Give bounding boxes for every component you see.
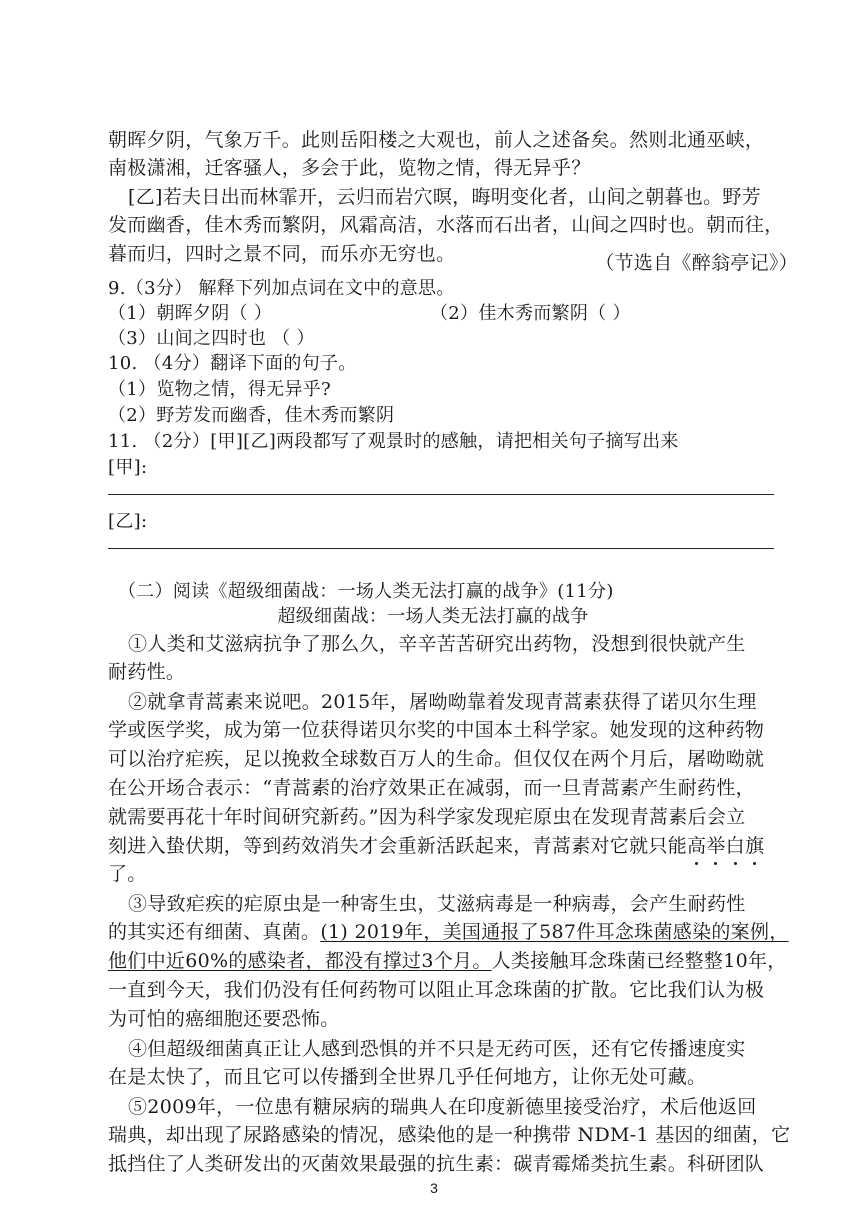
paragraph-5-line-2: 瑞典，却出现了尿路感染的情况，感染他的是一种携带 NDM-1 基因的细菌，它	[108, 1124, 791, 1146]
question-9-item-1: （1）朝晖夕阴（ ）	[108, 303, 273, 324]
paragraph-3-line-1: ③导致疟疾的疟原虫是一种寄生虫，艾滋病毒是一种病毒，会产生耐药性	[128, 893, 746, 915]
paragraph-2-line-4: 在公开场合表示：“青蒿素的治疗效果正在减弱，而一旦青蒿素产生耐药性，	[108, 777, 755, 799]
passage-a-line-1: 朝晖夕阴，气象万千。此则岳阳楼之大观也，前人之述备矣。然则北通巫峡，	[108, 129, 765, 151]
paragraph-1-line-1: ①人类和艾滋病抗争了那么久，辛辛苦苦研究出药物，没想到很快就产生	[128, 633, 746, 655]
paragraph-2-line-3: 可以治疗疟疾，足以挽救全球数百万人的生命。但仅仅在两个月后，屠呦呦就	[108, 748, 765, 770]
question-9-item-3: （3）山间之四时也 （ ）	[108, 328, 315, 349]
question-9-title: 9.（3分） 解释下列加点词在文中的意思。	[108, 278, 455, 299]
question-9-item-2: （2）佳木秀而繁阴（ ）	[430, 303, 631, 324]
emphasis-dot-char: 旗	[745, 832, 764, 860]
paragraph-5-line-1: ⑤2009年，一位患有糖尿病的瑞典人在印度新德里接受治疗，术后他返回	[128, 1096, 757, 1118]
answer-line-b[interactable]	[108, 548, 774, 549]
passage-b-line-3: 暮而归，四时之景不同，而乐亦无穷也。	[108, 243, 456, 265]
paragraph-3-line-3	[108, 947, 798, 975]
question-10-item-2: （2）野芳发而幽香，佳木秀而繁阴	[108, 405, 395, 426]
paragraph-1-line-2: 耐药性。	[108, 661, 186, 683]
emphasis-dot-char: 白	[726, 832, 745, 860]
passage-source: （节选自《醉翁亭记》）	[595, 252, 798, 274]
underlined-sentence-part-2: 他们中近60%的感染者，都没有撑过3个月。	[108, 950, 492, 972]
paragraph-5-line-3: 抵挡住了人类研发出的灭菌效果最强的抗生素：碳青霉烯类抗生素。科研团队	[108, 1153, 765, 1175]
article-title: 超级细菌战：一场人类无法打赢的战争	[277, 606, 589, 627]
answer-line-a[interactable]	[108, 494, 774, 495]
emphasis-dot-char: 高	[687, 832, 706, 860]
paragraph-3-line-5: 为可怕的癌细胞还要恐怖。	[108, 1008, 340, 1030]
paragraph-2-line-1: ②就拿青蒿素来说吧。2015年，屠呦呦靠着发现青蒿素获得了诺贝尔生理	[128, 691, 757, 713]
paragraph-2-line-7: 了。	[108, 863, 147, 885]
question-11-label-a: [甲]:	[108, 457, 148, 478]
question-10-item-1: （1）览物之情，得无异乎?	[108, 379, 332, 400]
paragraph-3-line-3-text: 人类接触耳念珠菌已经整整10年，	[491, 950, 787, 972]
paragraph-4-line-1: ④但超级细菌真正让人感到恐惧的并不只是无药可医，还有它传播速度实	[128, 1038, 746, 1060]
dotted-phrase	[687, 835, 764, 857]
paragraph-2-line-2: 学或医学奖，成为第一位获得诺贝尔奖的中国本土科学家。她发现的这种药物	[108, 719, 765, 741]
paragraph-2-line-5: 就需要再花十年时间研究新药。”因为科学家发现疟原虫在发现青蒿素后会立	[108, 806, 746, 828]
paragraph-2-line-6-text: 刻进入蛰伏期，等到药效消失才会重新活跃起来，青蒿素对它就只能	[108, 835, 688, 857]
paragraph-4-line-2: 在是太快了，而且它可以传播到全世界几乎任何地方，让你无处可藏。	[108, 1066, 707, 1088]
passage-b-line-1: [乙]若夫日出而林霏开，云归而岩穴暝，晦明变化者，山间之朝暮也。野芳	[128, 186, 762, 208]
page-number: 3	[430, 1180, 438, 1196]
question-11-title: 11. （2分）[甲][乙]两段都写了观景时的感触，请把相关句子摘写出来	[108, 431, 679, 452]
emphasis-dot-char: 举	[706, 832, 725, 860]
section-2-heading: （二）阅读《超级细菌战：一场人类无法打赢的战争》(11分)	[118, 581, 614, 602]
paragraph-3-line-4: 一直到今天，我们仍没有任何药物可以阻止耳念珠菌的扩散。它比我们认为极	[108, 979, 765, 1001]
underlined-sentence-part-1: (1) 2019年，美国通报了587件耳念珠菌感染的案例，	[320, 921, 789, 943]
question-11-label-b: [乙]:	[108, 511, 148, 532]
question-10-title: 10. （4分）翻译下面的句子。	[108, 353, 357, 374]
paragraph-3-line-2-text: 的其实还有细菌、真菌。	[108, 921, 321, 943]
paragraph-2-line-6	[108, 832, 798, 860]
passage-a-line-2: 南极潇湘，迁客骚人，多会于此，览物之情，得无异乎？	[108, 157, 591, 179]
paragraph-3-line-2	[108, 918, 798, 946]
passage-b-line-2: 发而幽香，佳木秀而繁阴，风霜高洁，水落而石出者，山间之四时也。朝而往，	[108, 214, 784, 236]
